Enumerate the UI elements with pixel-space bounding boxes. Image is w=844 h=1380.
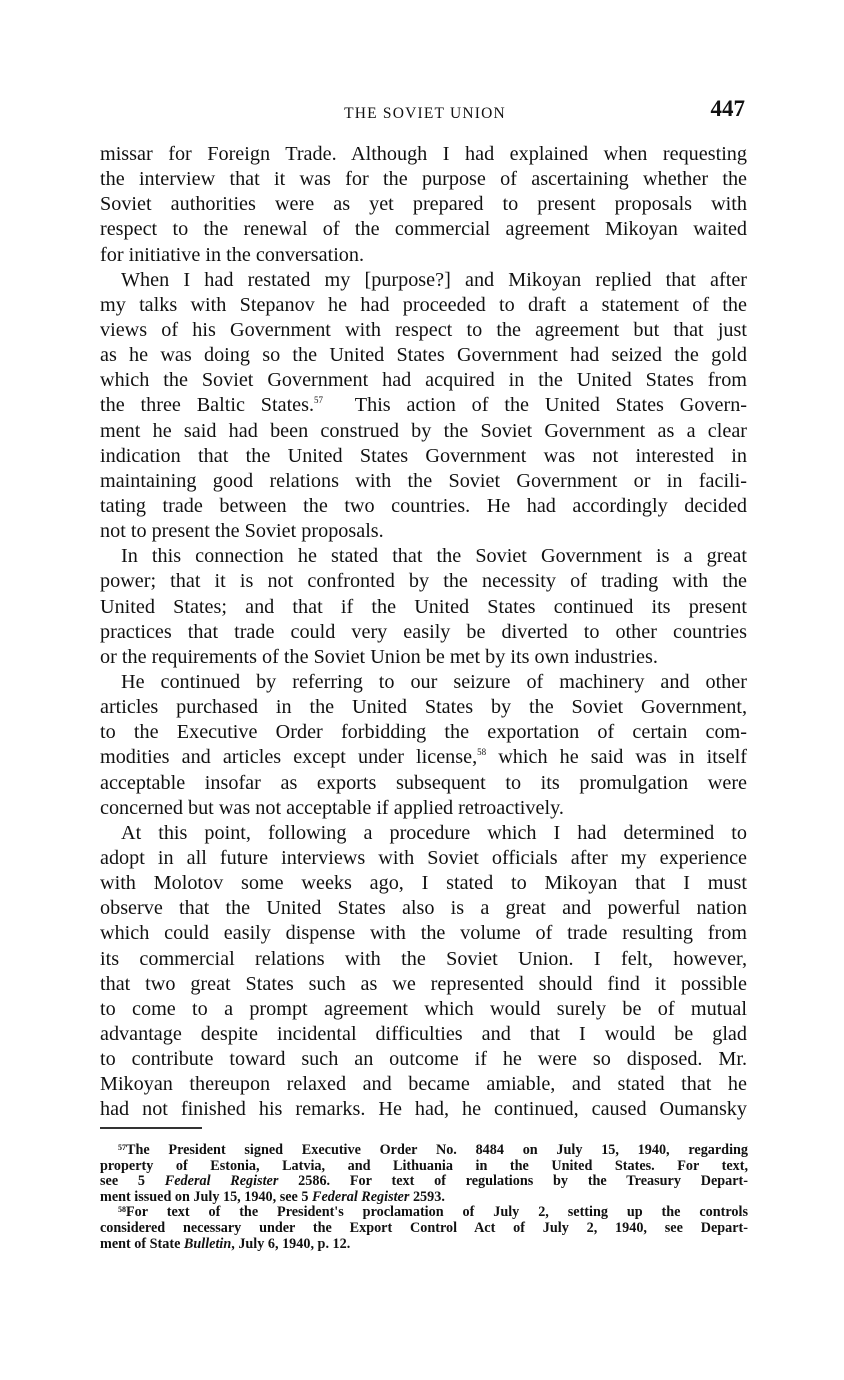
text-line: respect to the renewal of the commercial agreement Mikoyan waited xyxy=(100,218,747,241)
text-line: which the Soviet Government had acquired in the United States from xyxy=(100,369,747,392)
text-line: concerned but was not acceptable if applied retroactively. xyxy=(100,796,564,819)
text-line: tating trade between the two countries. He had accordingly decided xyxy=(100,494,747,517)
citation-title: Federal Register xyxy=(312,1188,410,1205)
text-line: my talks with Stepanov he had proceeded to draft a statement of the xyxy=(100,293,747,316)
citation-title: Federal Register xyxy=(164,1173,279,1190)
text-line: acceptable insofar as exports subsequent to its promulgation were xyxy=(100,771,747,794)
text-line: Soviet authorities were as yet prepared to present proposals with xyxy=(100,193,747,216)
footnote-line: property of Estonia, Latvia, and Lithuania in the United States. For text, xyxy=(100,1157,748,1174)
text-segment: This action of the United States Govern- xyxy=(354,394,748,417)
footnote-text: 2593. xyxy=(409,1188,445,1205)
page-number: 447 xyxy=(710,96,745,121)
text-line: to come to a prompt agreement which would surely be of mutual xyxy=(100,997,747,1020)
footnote-text: , July 6, 1940, p. 12. xyxy=(231,1235,351,1252)
running-title: THE SOVIET UNION xyxy=(344,105,506,122)
text-line: the interview that it was for the purpose of ascertaining whether the xyxy=(100,168,747,191)
text-line: adopt in all future interviews with Soviet officials after my experience xyxy=(100,846,747,869)
text-segment: which he said was in itself xyxy=(498,746,748,769)
text-line: practices that trade could very easily be diverted to other countries xyxy=(100,620,747,643)
page-header xyxy=(100,96,750,132)
body-text xyxy=(100,142,747,1122)
footnote-text: 2586. For text of regulations by the Treasury Depart- xyxy=(278,1173,748,1190)
text-line: power; that it is not confronted by the necessity of trading with the xyxy=(100,570,747,593)
text-line: to the Executive Order forbidding the exportation of certain com- xyxy=(100,721,747,744)
footnote-ref-58[interactable]: 58 xyxy=(477,747,487,758)
text-line: observe that the United States also is a great and powerful nation xyxy=(100,897,747,920)
footnote-58 xyxy=(100,1205,748,1221)
text-line: not to present the Soviet proposals. xyxy=(100,520,384,543)
text-line: When I had restated my [purpose?] and Mikoyan replied that after xyxy=(121,268,747,291)
text-line: ment he said had been construed by the Soviet Government as a clear xyxy=(100,419,747,442)
text-segment: the three Baltic States. xyxy=(100,394,315,417)
text-line: advantage despite incidental difficulties and that I would be glad xyxy=(100,1022,747,1045)
footnote-text: The President signed Executive Order No. 8484 on July 15, 1940, regarding xyxy=(126,1142,748,1158)
text-line: United States; and that if the United States continued its present xyxy=(100,595,747,618)
text-line: He continued by referring to our seizure of machinery and other xyxy=(121,670,747,693)
footnote-ref-57[interactable]: 57 xyxy=(314,395,324,406)
footnote-text: see 5 xyxy=(100,1173,165,1190)
footnotes xyxy=(100,1143,748,1252)
text-line: indication that the United States Government was not interested in xyxy=(100,444,747,467)
text-line: missar for Foreign Trade. Although I had explained when requesting xyxy=(100,143,747,165)
footnote-mark: 57 xyxy=(118,1143,126,1152)
footnote-line xyxy=(100,1174,748,1190)
footnote-line xyxy=(100,1190,748,1206)
footnote-line xyxy=(100,1237,748,1253)
text-line: In this connection he stated that the Soviet Government is a great xyxy=(121,545,747,568)
text-line: that two great States such as we represented should find it possible xyxy=(100,972,747,995)
text-line: for initiative in the conversation. xyxy=(100,243,365,266)
text-line: which could easily dispense with the volume of trade resulting from xyxy=(100,922,747,945)
text-line: or the requirements of the Soviet Union be met by its own industries. xyxy=(100,645,658,668)
footnote-text: For text of the President's proclamation of July 2, setting up the controls xyxy=(126,1204,748,1221)
footnote-divider xyxy=(100,1127,202,1129)
text-line: with Molotov some weeks ago, I stated to Mikoyan that I must xyxy=(100,872,747,895)
text-line: as he was doing so the United States Government had seized the gold xyxy=(100,344,747,367)
text-segment: modities and articles except under license, xyxy=(100,746,478,769)
text-line: to contribute toward such an outcome if he were so disposed. Mr. xyxy=(100,1048,747,1071)
text-line: views of his Government with respect to the agreement but that just xyxy=(100,318,747,341)
footnote-line: considered necessary under the Export Control Act of July 2, 1940, see Depart- xyxy=(100,1219,748,1236)
text-line xyxy=(100,393,747,418)
text-line: articles purchased in the United States by the Soviet Government, xyxy=(100,696,747,719)
text-line: At this point, following a procedure which I had determined to xyxy=(121,821,747,844)
citation-title: Bulletin xyxy=(183,1235,232,1252)
text-line: Mikoyan thereupon relaxed and became amiable, and stated that he xyxy=(100,1073,747,1096)
text-line: had not finished his remarks. He had, he continued, caused Oumansky xyxy=(100,1098,747,1121)
text-line xyxy=(100,745,747,770)
text-line: maintaining good relations with the Soviet Government or in facili- xyxy=(100,469,747,492)
footnote-text: ment issued on July 15, 1940, see 5 xyxy=(100,1188,313,1205)
footnote-mark: 58 xyxy=(118,1205,126,1215)
text-line: its commercial relations with the Soviet Union. I felt, however, xyxy=(100,947,747,970)
footnote-text: ment of State xyxy=(100,1235,184,1252)
footnote-57 xyxy=(100,1143,748,1159)
